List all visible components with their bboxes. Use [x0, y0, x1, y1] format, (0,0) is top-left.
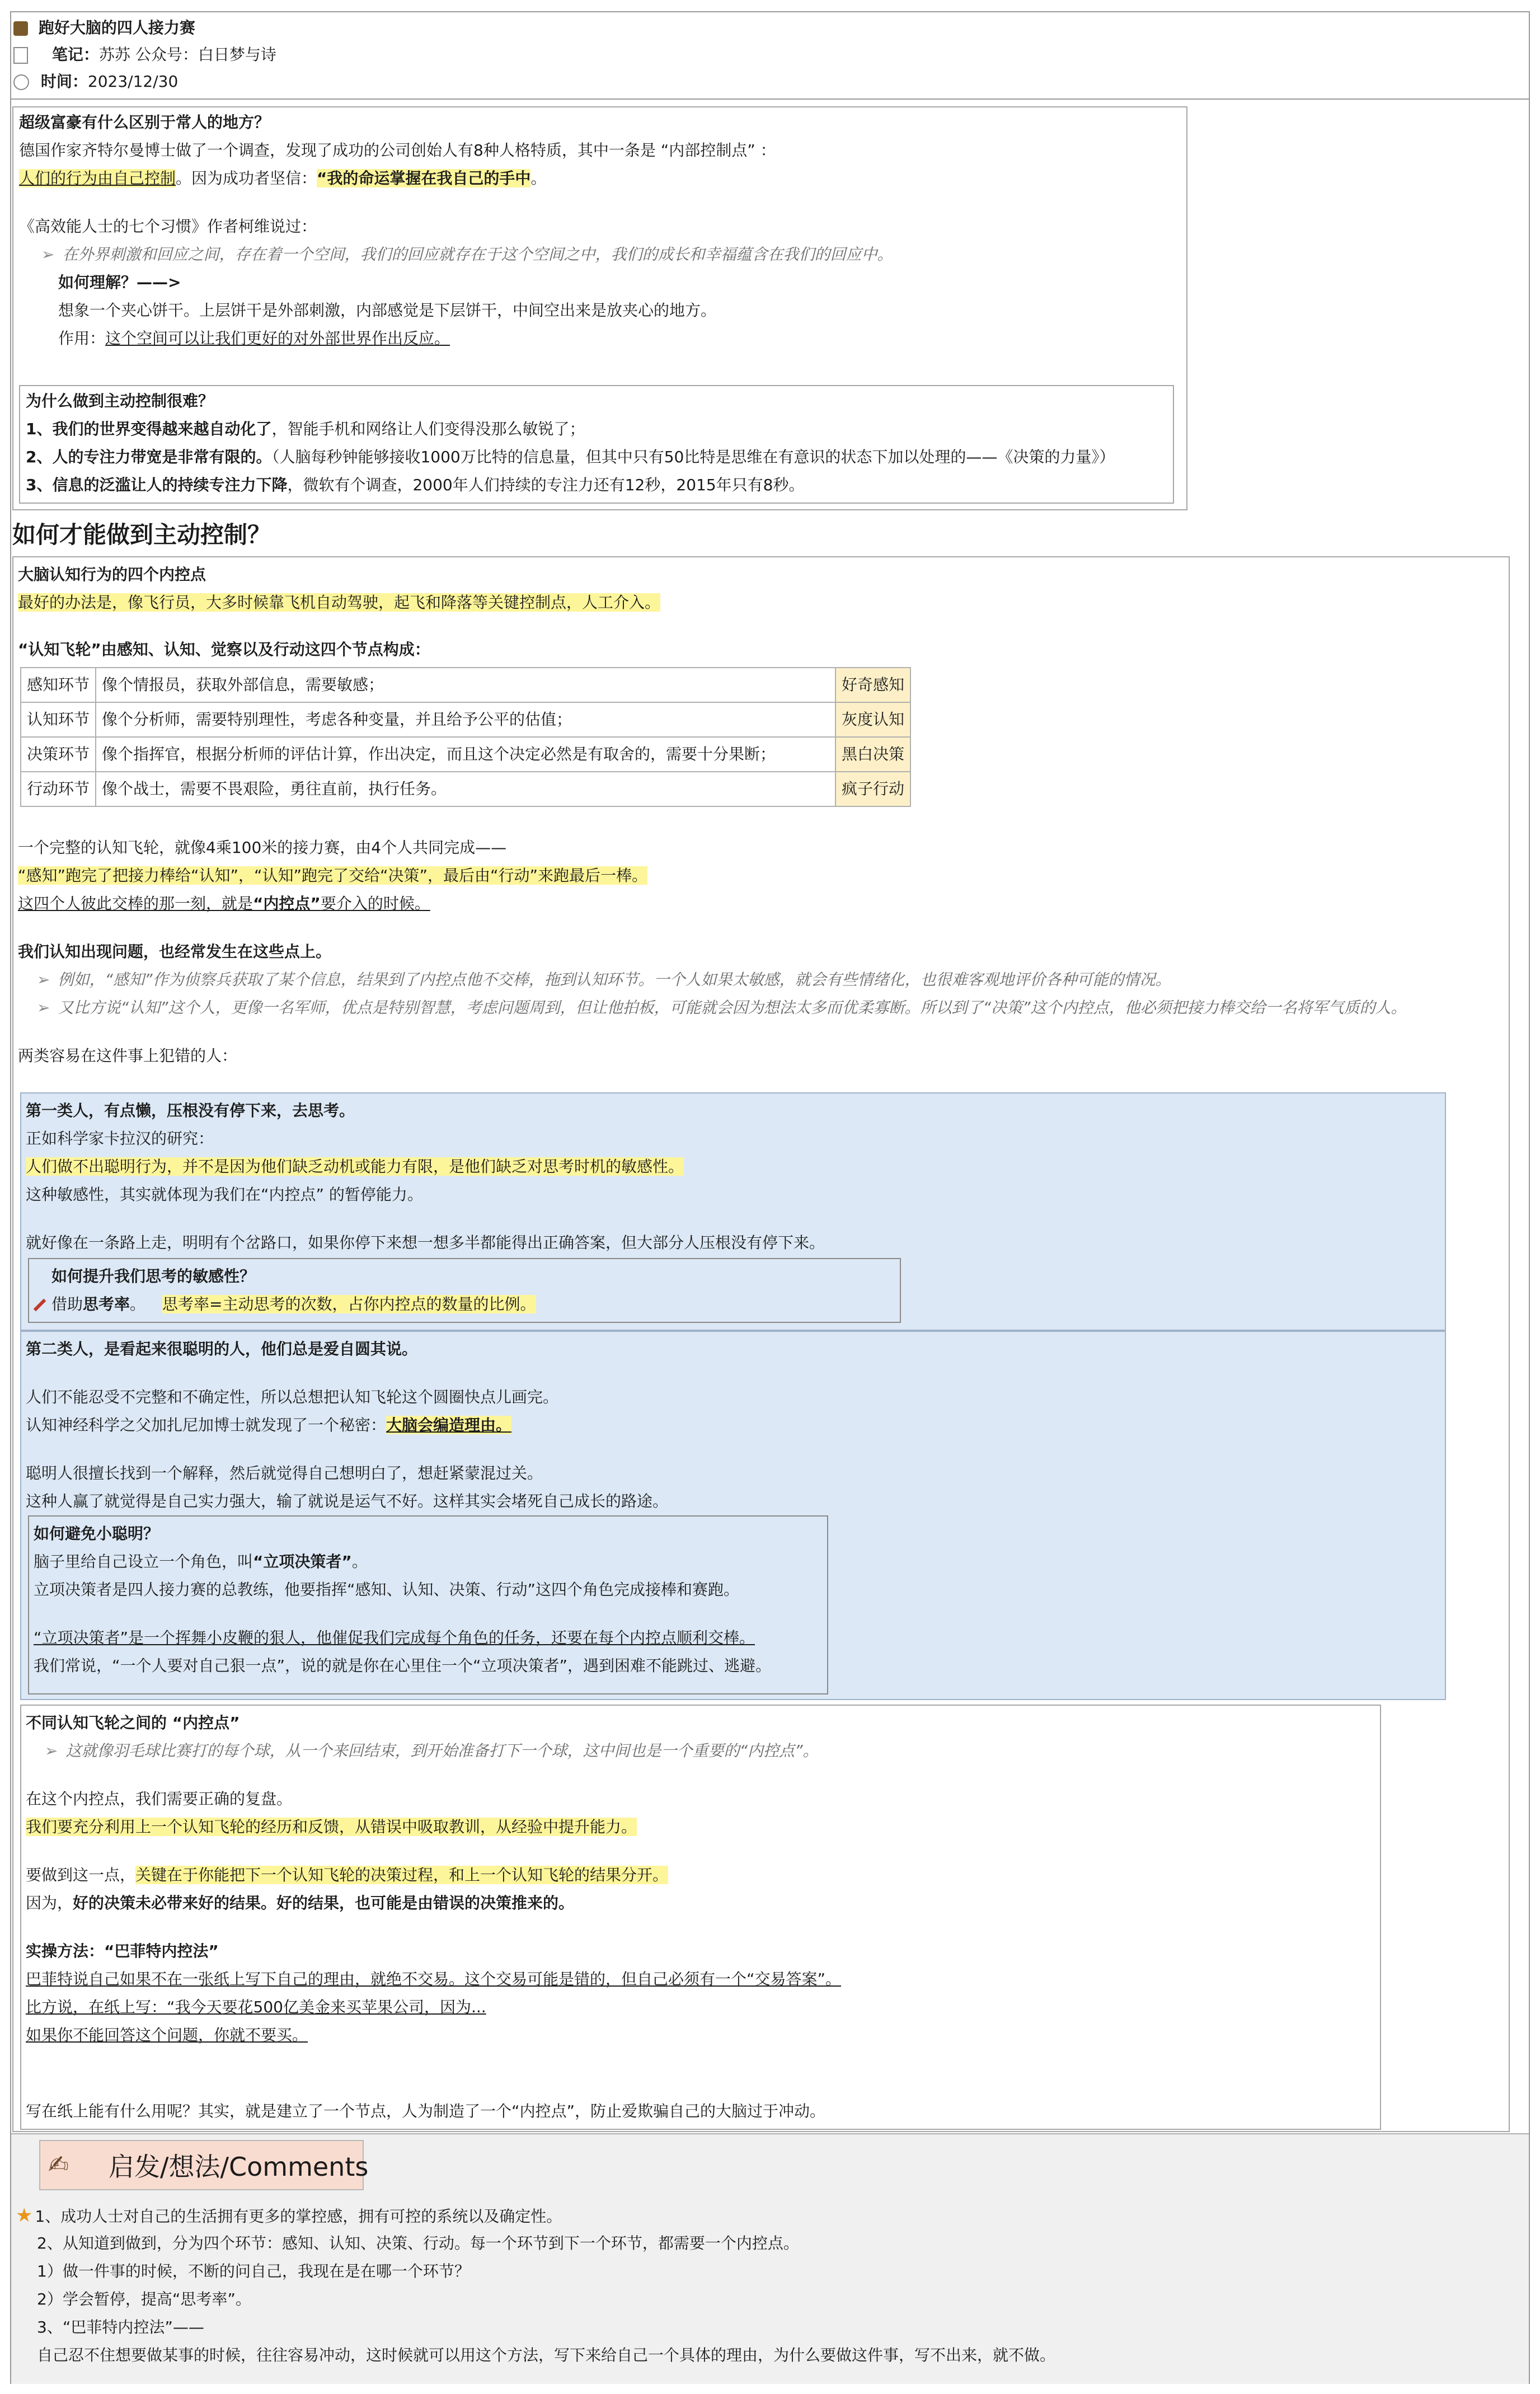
between-line2: 我们要充分利用上一个认知飞轮的经历和反馈，从错误中吸取教训，从经验中提升能力。 [26, 1818, 637, 1836]
type2-line2: 认知神经科学之父加扎尼加博士就发现了一个秘密：大脑会编造理由。 [26, 1416, 512, 1434]
type1-line4: 就好像在一条路上走，明明有个岔路口，如果你停下来想一想多半都能得出正确答案，但大部分人压根没有停下来。 [26, 1233, 825, 1252]
example-1: ➢ 例如，“感知”作为侦察兵获取了某个信息，结果到了内控点他不交棒，拖到认知环节。一个人如果太敏感，就会有些情绪化，也很难客观地评价各种可能的情况。 [37, 970, 1171, 989]
type2-tip-line2: 立项决策者是四人接力赛的总教练，他要指挥“感知、认知、决策、行动”这四个角色完成接棒和赛跑。 [34, 1580, 740, 1599]
type2-tip-question: 如何避免小聪明？ [34, 1524, 159, 1543]
type2-heading: 第二类人，是看起来很聪明的人，他们总是爱自圆其说。 [26, 1340, 418, 1358]
table-row: 感知环节 像个情报员，获取外部信息，需要敏感； 好奇感知 [21, 668, 910, 702]
comment-5: 3、“巴菲特内控法”—— [37, 2318, 204, 2336]
method-line4: 写在纸上能有什么用呢？其实，就是建立了一个节点，人为制造了一个“内控点”，防止爱欺骗自己的大脑过于冲动。 [26, 2102, 826, 2120]
header [10, 11, 1530, 100]
type2-tip-line3: “立项决策者”是一个挥舞小皮鞭的狠人，他催促我们完成每个角色的任务，还要在每个内控点顺利交棒。 [34, 1628, 755, 1647]
type1-tip-answer: 借助思考率。 思考率=主动思考的次数，占你内控点的数量的比例。 [32, 1290, 536, 1318]
best-method: 最好的办法是，像飞行员，大多时候靠飞机自动驾驶，起飞和降落等关键控制点，人工介入。 [18, 593, 661, 612]
why-reason-2: 2、人的专注力带宽是非常有限的。（人脑每秒钟能够接收1000万比特的信息量，但其中只有50比特是思维在有意识的状态下加以处理的——《决策的力量》） [26, 448, 1115, 466]
type2-line4: 这种人赢了就觉得是自己实力强大，输了就说是运气不好。这样其实会堵死自己成长的路途。 [26, 1492, 669, 1510]
between-box [20, 1705, 1381, 2130]
intro-line2: 人们的行为由自己控制。因为成功者坚信：“我的命运掌握在我自己的手中。 [19, 169, 547, 187]
type2-tip-line4: 我们常说，“一个人要对自己狠一点”，说的就是你在心里住一个“立项决策者”，遇到困难不能跳过、逃避。 [34, 1656, 772, 1675]
page-title: 跑好大脑的四人接力赛 [38, 18, 195, 37]
comment-4: 2）学会暂停，提高“思考率”。 [37, 2290, 251, 2308]
wheel-line: “认知飞轮”由感知、认知、觉察以及行动这四个节点构成： [18, 640, 430, 659]
star-icon: ★ [16, 2204, 33, 2227]
comment-1: ★ 1、成功人士对自己的生活拥有更多的掌控感，拥有可控的系统以及确定性。 [16, 2204, 562, 2227]
type1-line2: 人们做不出聪明行为，并不是因为他们缺乏动机或能力有限，是他们缺乏对思考时机的敏感性。 [26, 1157, 684, 1176]
type2-tip-line1: 脑子里给自己设立一个角色，叫“立项决策者”。 [34, 1552, 368, 1571]
between-example: ➢ 这就像羽毛球比赛打的每个球，从一个来回结束，到开始准备打下一个球，这中间也是一个重要的“内控点”。 [45, 1741, 819, 1760]
method-line1: 巴菲特说自己如果不在一张纸上写下自己的理由，就绝不交易。这个交易可能是错的，但自己必须有一个“交易答案”。 [26, 1970, 842, 1988]
table-row: 行动环节 像个战士，需要不畏艰险，勇往直前，执行任务。 疯子行动 [21, 772, 910, 806]
type1-line1: 正如科学家卡拉汉的研究： [26, 1129, 214, 1148]
effect-line: 作用：这个空间可以让我们更好的对外部世界作出反应。 [58, 329, 450, 348]
app-icon [13, 21, 28, 36]
intro-line1: 德国作家齐特尔曼博士做了一个调查，发现了成功的公司创始人有8种人格特质，其中一条是 “内部控制点” ： [19, 141, 776, 159]
between-line3: 要做到这一点，关键在于你能把下一个认知飞轮的决策过程，和上一个认知飞轮的结果分开。 [26, 1866, 669, 1884]
comment-3: 1）做一件事的时候，不断的问自己，我现在是在哪一个环节？ [37, 2262, 470, 2280]
relay-line3: 这四个人彼此交棒的那一刻，就是“内控点”要介入的时候。 [18, 894, 430, 913]
comments-title: 启发/想法/Comments [109, 2152, 369, 2182]
intro-box [12, 106, 1187, 510]
between-line1: 在这个内控点，我们需要正确的复盘。 [26, 1790, 293, 1808]
type1-heading: 第一类人，有点懒，压根没有停下来，去思考。 [26, 1101, 355, 1120]
how-understand: 如何理解？——> [58, 273, 181, 292]
intro-question: 超级富豪有什么区别于常人的地方？ [19, 113, 270, 132]
cake-line: 想象一个夹心饼干。上层饼干是外部刺激，内部感觉是下层饼干，中间空出来是放夹心的地方。 [58, 301, 717, 320]
type1-tip-question: 如何提升我们思考的敏感性？ [51, 1267, 256, 1285]
type1-line3: 这种敏感性，其实就体现为我们在“内控点” 的暂停能力。 [26, 1185, 423, 1204]
problem-line: 我们认知出现问题，也经常发生在这些点上。 [18, 942, 332, 961]
why-question: 为什么做到主动控制很难？ [26, 392, 214, 410]
note-label: 笔记： [51, 45, 99, 64]
relay-line1: 一个完整的认知飞轮，就像4乘100米的接力赛，由4个人共同完成—— [18, 838, 507, 857]
method-heading: 实操方法：“巴菲特内控法” [26, 1942, 219, 1960]
main-heading: 大脑认知行为的四个内控点 [18, 565, 206, 584]
comment-6: 自己忍不住想要做某事的时候，往往容易冲动，这时候就可以用这个方法，写下来给自己一个具体的理由，为什么要做这件事，写不出来，就不做。 [37, 2346, 1056, 2364]
comment-2: 2、从知道到做到，分为四个环节：感知、认知、决策、行动。每一个环节到下一个环节，都需要一个内控点。 [37, 2234, 799, 2252]
between-line4: 因为，好的决策未必带来好的结果。好的结果，也可能是由错误的决策推来的。 [26, 1894, 575, 1912]
two-types: 两类容易在这件事上犯错的人： [18, 1046, 238, 1065]
cognition-table [20, 667, 911, 807]
type2-line1: 人们不能忍受不完整和不确定性，所以总想把认知飞轮这个圆圈快点儿画完。 [26, 1388, 559, 1406]
method-line2: 比方说，在纸上写：“我今天要花500亿美金来买苹果公司，因为... [26, 1998, 486, 2016]
covey-quote: ➢ 在外界刺激和回应之间，存在着一个空间，我们的回应就存在于这个空间之中，我们的成长和幸福蕴含在我们的回应中。 [41, 245, 893, 264]
section-title: 如何才能做到主动控制？ [12, 521, 271, 548]
comments-title-box [39, 2140, 369, 2190]
table-row: 认知环节 像个分析师，需要特别理性，考虑各种变量，并且给予公平的估值； 灰度认知 [21, 702, 910, 737]
time-label: 时间： [40, 72, 88, 91]
note-icon [13, 47, 28, 64]
why-box [19, 385, 1174, 504]
why-reason-3: 3、信息的泛滥让人的持续专注力下降，微软有个调查，2000年人们持续的专注力还有12秒，2015年只有8秒。 [26, 476, 805, 494]
method-line3: 如果你不能回答这个问题，你就不要买。 [26, 2026, 308, 2044]
why-reason-1: 1、我们的世界变得越来越自动化了，智能手机和网络让人们变得没那么敏锐了； [26, 420, 585, 438]
relay-line2: “感知”跑完了把接力棒给“认知”，“认知”跑完了交给“决策”，最后由“行动”来跑最后一棒。 [18, 866, 648, 885]
pencil-icon [34, 1299, 46, 1312]
clock-icon [13, 74, 29, 90]
type2-line3: 聪明人很擅长找到一个解释，然后就觉得自己想明白了，想赶紧蒙混过关。 [26, 1464, 543, 1482]
writing-hand-icon: ✍ [48, 2151, 69, 2179]
example-2: ➢ 又比方说“认知”这个人，更像一名军师，优点是特别智慧，考虑问题周到，但让他拍板，可能就会因为想法太多而优柔寡断。所以到了“决策”这个内控点，他必须把接力棒交给一名将军气质的人。 [37, 998, 1407, 1017]
note-value: 苏苏 公众号：白日梦与诗 [98, 45, 276, 64]
table-row: 决策环节 像个指挥官，根据分析师的评估计算，作出决定，而且这个决定必然是有取舍的，需要十分果断； 黑白决策 [21, 737, 910, 772]
book-line: 《高效能人士的七个习惯》作者柯维说过： [19, 217, 317, 236]
between-heading: 不同认知飞轮之间的 “内控点” [26, 1714, 240, 1732]
time-value: 2023/12/30 [87, 72, 179, 91]
